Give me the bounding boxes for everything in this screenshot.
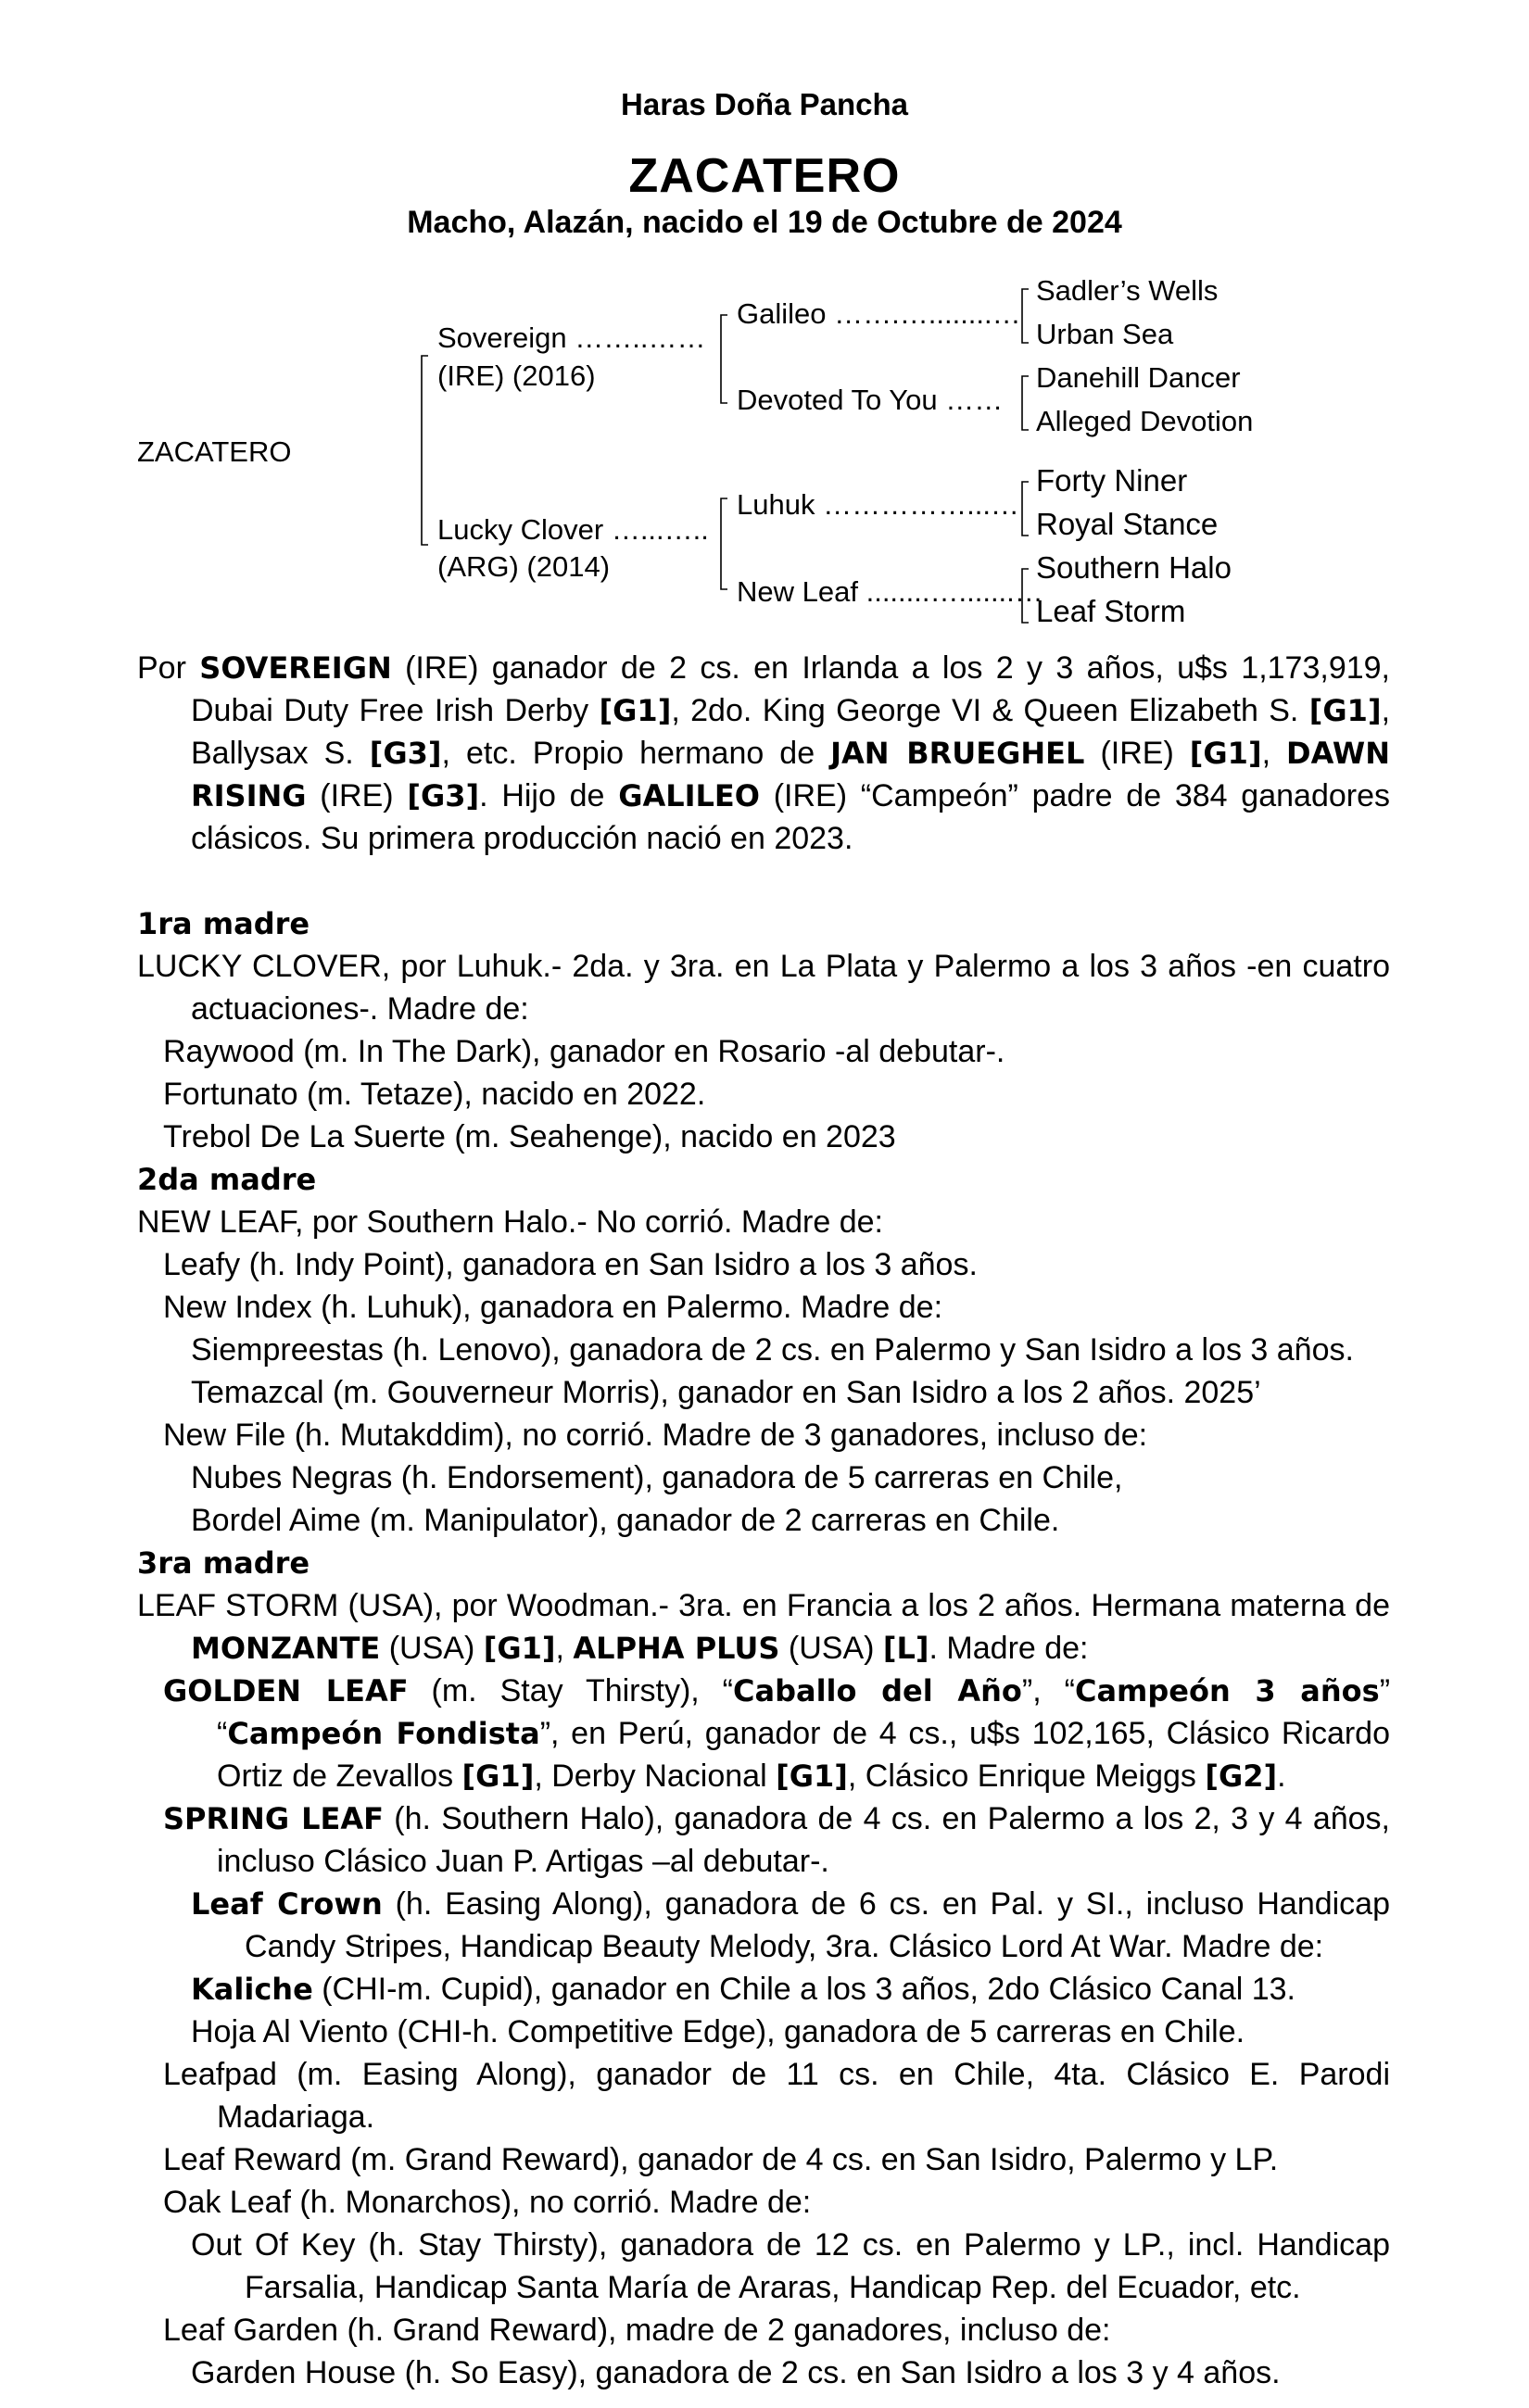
gen2-item: Galileo …….…........…	[737, 297, 1021, 330]
sire-origin: (IRE) (2016)	[437, 359, 596, 392]
farm-name: Haras Doña Pancha	[621, 87, 908, 121]
sire-name: Sovereign	[437, 321, 567, 354]
bracket-gen2-sire	[721, 315, 727, 403]
produce-item: Siempreestas (h. Lenovo), ganadora de 2 cs. en Palermo y San Isidro a los 3 años.	[191, 1332, 1354, 1368]
third-dam-title: 3ra madre	[137, 1545, 310, 1581]
produce-item: Leafy (h. Indy Point), ganadora en San Isidro a los 3 años.	[163, 1247, 978, 1282]
gen3-item: Danehill Dancer	[1036, 361, 1241, 394]
produce-item: Nubes Negras (h. Endorsement), ganadora de 5 carreras en Chile,	[191, 1460, 1123, 1495]
produce-item: Leaf Reward (m. Grand Reward), ganador de 4 cs. en San Isidro, Palermo y LP.	[163, 2142, 1279, 2177]
produce-leafpad: Leafpad (m. Easing Along), ganador de 11 cs. en Chile, 4ta. Clásico E. Parodi Madariaga.	[163, 2057, 1390, 2135]
produce-spring-leaf: SPRING LEAF (h. Southern Halo), ganadora de 4 cs. en Palermo a los 2, 3 y 4 años, incluso Clásico Juan P. Artigas –al debutar-.	[163, 1801, 1391, 1879]
gen3-item: Leaf Storm	[1036, 594, 1186, 628]
bracket-gen1	[422, 356, 428, 545]
gen3-item: Forty Niner	[1036, 463, 1188, 498]
produce-item: Temazcal (m. Gouverneur Morris), ganador en San Isidro a los 2 años. 2025’	[191, 1375, 1261, 1410]
sire-paragraph: Por SOVEREIGN (IRE) ganador de 2 cs. en Irlanda a los 2 y 3 años, u$s 1,173,919, Dubai Duty Free Irish Derby [G1], 2do. King George VI & Queen Elizabeth S. [G1], Ballysax S. [G3], etc. Propio hermano de JAN BRUEGHEL (IRE) [G1], DAWN RISING (IRE) [G3]. Hijo de GALILEO (IRE) “Campeón” padre de 384 ganadores clásicos. Su primera producción nació en 2023.	[137, 650, 1391, 856]
produce-item: Raywood (m. In The Dark), ganador en Rosario -al debutar-.	[163, 1034, 1005, 1069]
gen3-item: Urban Sea	[1036, 318, 1174, 350]
pedigree-subject: ZACATERO	[137, 435, 292, 468]
produce-item: New Index (h. Luhuk), ganadora en Palermo. Madre de:	[163, 1290, 943, 1325]
second-dam-intro: NEW LEAF, por Southern Halo.- No corrió. Madre de:	[137, 1204, 883, 1240]
gen3-item: Alleged Devotion	[1036, 405, 1254, 437]
catalogue-body	[137, 647, 1390, 2394]
dam-name: Lucky Clover	[437, 513, 604, 546]
dam-dots: …...…..	[611, 513, 709, 546]
produce-item: Bordel Aime (m. Manipulator), ganador de 2 carreras en Chile.	[191, 1503, 1060, 1538]
bracket-gen3-1	[1022, 289, 1029, 343]
third-dam-intro: LEAF STORM (USA), por Woodman.- 3ra. en Francia a los 2 años. Hermana materna de MONZANTE (USA) [G1], ALPHA PLUS (USA) [L]. Madre de:	[137, 1588, 1390, 1666]
produce-item: Garden House (h. So Easy), ganadora de 2 cs. en San Isidro a los 3 y 4 años.	[191, 2355, 1281, 2390]
bracket-gen3-3	[1022, 482, 1029, 536]
second-dam-title: 2da madre	[137, 1162, 317, 1197]
produce-item: Trebol De La Suerte (m. Seahenge), nacido en 2023	[163, 1119, 896, 1154]
produce-item: Fortunato (m. Tetaze), nacido en 2022.	[163, 1077, 706, 1112]
first-dam-intro: LUCKY CLOVER, por Luhuk.- 2da. y 3ra. en La Plata y Palermo a los 3 años -en cuatro actuaciones-. Madre de:	[137, 949, 1390, 1027]
produce-item: Leaf Garden (h. Grand Reward), madre de 2 ganadores, incluso de:	[163, 2313, 1111, 2348]
dam-origin: (ARG) (2014)	[437, 550, 611, 583]
gen3-item: Royal Stance	[1036, 507, 1219, 541]
pedigree-dam	[437, 513, 709, 547]
gen3-item: Sadler’s Wells	[1036, 274, 1219, 307]
horse-name: ZACATERO	[628, 149, 901, 203]
gen2-item: Devoted To You ……	[737, 384, 1004, 416]
bracket-gen3-2	[1022, 376, 1029, 430]
pedigree-sire	[437, 321, 705, 355]
bracket-gen2-dam	[721, 498, 727, 589]
produce-golden-leaf: GOLDEN LEAF (m. Stay Thirsty), “Caballo del Año”, “Campeón 3 años” “Campeón Fondista”, en Perú, ganador de 4 cs., u$s 102,165, Clásico Ricardo Ortiz de Zevallos [G1], Derby Nacional [G1], Clásico Enrique Meiggs [G2].	[163, 1673, 1391, 1794]
produce-leaf-crown: Leaf Crown (h. Easing Along), ganadora de 6 cs. en Pal. y SI., incluso Handicap Candy Stripes, Handicap Beauty Melody, 3ra. Clásico Lord At War. Madre de:	[191, 1886, 1391, 1964]
first-dam-title: 1ra madre	[137, 906, 310, 941]
produce-item: New File (h. Mutakddim), no corrió. Madre de 3 ganadores, incluso de:	[163, 1418, 1148, 1453]
gen2-item: New Leaf ........….......…	[737, 575, 1043, 608]
produce-out-of-key: Out Of Key (h. Stay Thirsty), ganadora de 12 cs. en Palermo y LP., incl. Handicap Farsalia, Handicap Santa María de Araras, Handicap Rep. del Ecuador, etc.	[191, 2227, 1390, 2305]
produce-item: Hoja Al Viento (CHI-h. Competitive Edge), ganadora de 5 carreras en Chile.	[191, 2014, 1245, 2049]
produce-item: Oak Leaf (h. Monarchos), no corrió. Madre de:	[163, 2185, 812, 2220]
gen3-item: Southern Halo	[1036, 550, 1232, 585]
horse-description: Macho, Alazán, nacido el 19 de Octubre de 2024	[407, 205, 1122, 240]
gen2-item: Luhuk ……………...…	[737, 488, 1019, 521]
sire-dots: ……..……	[575, 321, 706, 354]
produce-kaliche: Kaliche (CHI-m. Cupid), ganador en Chile a los 3 años, 2do Clásico Canal 13.	[191, 1972, 1295, 2007]
